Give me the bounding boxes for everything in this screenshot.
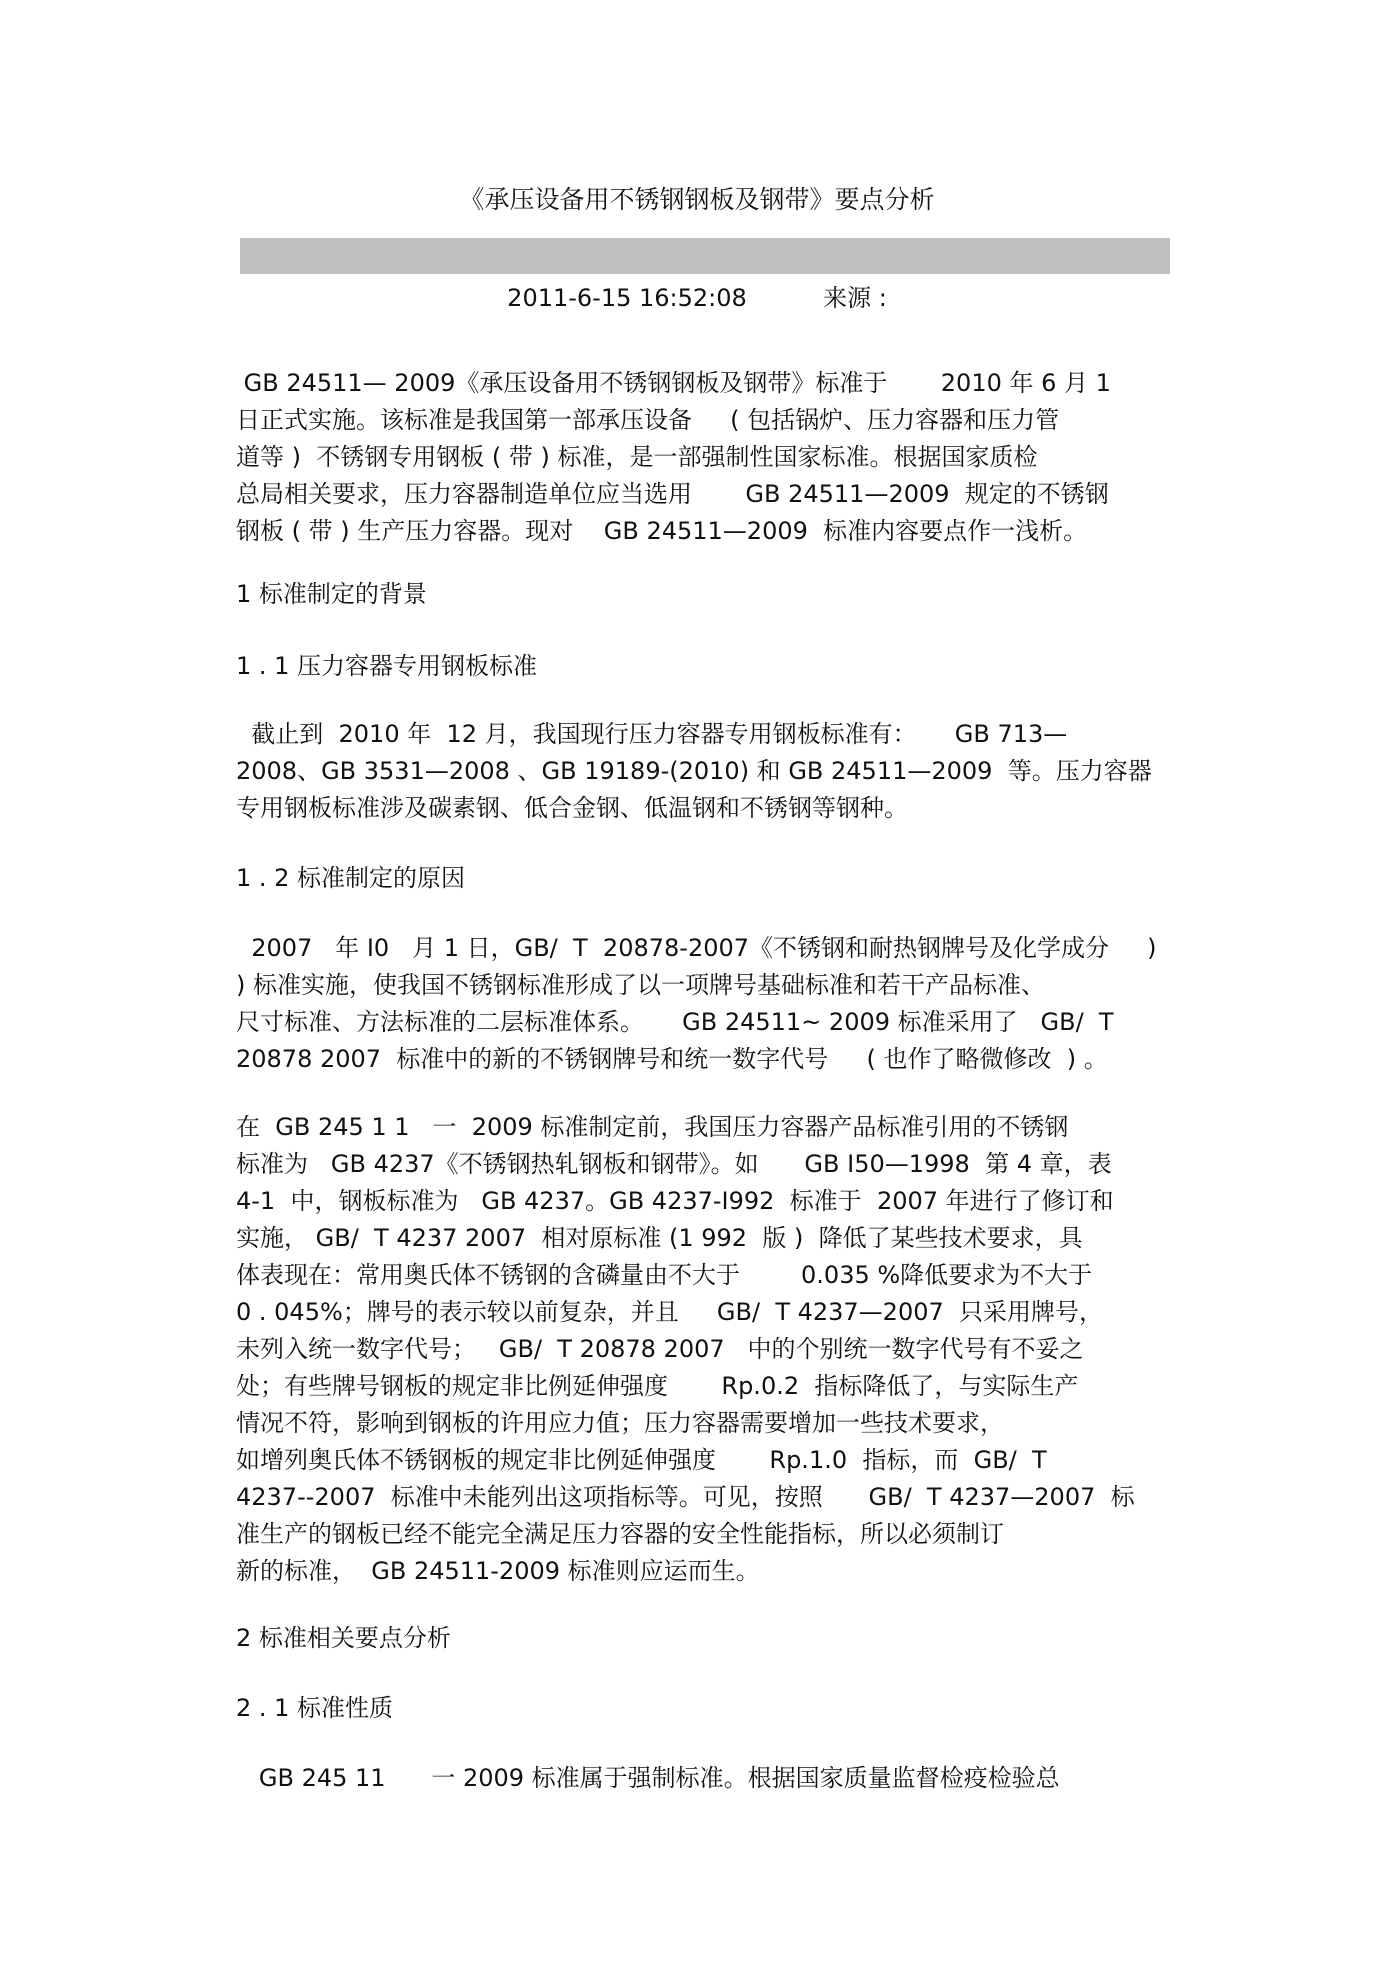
paragraph-line: 标准为 GB 4237《不锈钢热轧钢板和钢带》。如 GB I50—1998 第 4 章，表 — [236, 1150, 1112, 1178]
paragraph-line: 日正式实施。该标准是我国第一部承压设备 ( 包括锅炉、压力容器和压力管 — [236, 406, 1060, 434]
paragraph-line: 体表现在：常用奥氏体不锈钢的含磷量由不大于 0.035 %降低要求为不大于 — [236, 1261, 1093, 1289]
paragraph-line: 专用钢板标准涉及碳素钢、低合金钢、低温钢和不锈钢等钢种。 — [236, 794, 908, 822]
paragraph-line: 2008、GB 3531—2008 、GB 19189-(2010) 和 GB 24511—2009 等。压力容器 — [236, 757, 1152, 785]
paragraph-line: 2007 年 I0 月 1 日，GB/ T 20878-2007《不锈钢和耐热钢牌号及化学成分 ) — [236, 934, 1157, 962]
paragraph-line: 未列入统一数字代号； GB/ T 20878 2007 中的个别统一数字代号有不妥之 — [236, 1335, 1084, 1363]
intro-paragraph — [236, 365, 1196, 550]
paragraph-line: 20878 2007 标准中的新的不锈钢牌号和统一数字代号 ( 也作了略微修改 ) 。 — [236, 1045, 1108, 1073]
paragraph-line: 尺寸标准、方法标准的二层标准体系。 GB 24511~ 2009 标准采用了 GB/ T — [236, 1008, 1114, 1036]
paragraph-1-2 — [236, 930, 1196, 1078]
paragraph-line: 4237--2007 标准中未能列出这项指标等。可见，按照 GB/ T 4237—2007 标 — [236, 1483, 1135, 1511]
publish-dateline: 2011-6-15 16:52:08 来源 : — [507, 284, 887, 312]
paragraph-line: 新的标准， GB 24511-2009 标准则应运而生。 — [236, 1557, 760, 1585]
paragraph-line: 实施， GB/ T 4237 2007 相对原标准 (1 992 版 ) 降低了某些技术要求，具 — [236, 1224, 1083, 1252]
paragraph-1-1 — [236, 716, 1196, 827]
paragraph-line: 总局相关要求，压力容器制造单位应当选用 GB 24511—2009 规定的不锈钢 — [236, 480, 1109, 508]
document-title: 《承压设备用不锈钢钢板及钢带》要点分析 — [459, 185, 935, 214]
paragraph-line: 如增列奥氏体不锈钢板的规定非比例延伸强度 Rp.1.0 指标，而 GB/ T — [236, 1446, 1047, 1474]
paragraph-line: ) 标准实施，使我国不锈钢标准形成了以一项牌号基础标准和若干产品标准、 — [236, 971, 1045, 999]
paragraph-line: 0 . 045%；牌号的表示较以前复杂，并且 GB/ T 4237—2007 只采用牌号， — [236, 1298, 1104, 1326]
paragraph-line: 截止到 2010 年 12 月，我国现行压力容器专用钢板标准有： GB 713— — [236, 720, 1068, 748]
subsection-heading-1-1: 1 . 1 压力容器专用钢板标准 — [236, 652, 538, 680]
paragraph-2-1 — [236, 1760, 1196, 1797]
subsection-heading-2-1: 2 . 1 标准性质 — [236, 1694, 394, 1722]
paragraph-line: 准生产的钢板已经不能完全满足压力容器的安全性能指标，所以必须制订 — [236, 1520, 1004, 1548]
section-heading-2: 2 标准相关要点分析 — [236, 1624, 451, 1652]
paragraph-line: 情况不符，影响到钢板的许用应力值；压力容器需要增加一些技术要求， — [236, 1409, 1004, 1437]
paragraph-line: 处；有些牌号钢板的规定非比例延伸强度 Rp.0.2 指标降低了，与实际生产 — [236, 1372, 1079, 1400]
paragraph-line: 4-1 中，钢板标准为 GB 4237。GB 4237-I992 标准于 2007 年进行了修订和 — [236, 1187, 1114, 1215]
paragraph-line: 钢板 ( 带 ) 生产压力容器。现对 GB 24511—2009 标准内容要点作一浅析。 — [236, 517, 1088, 545]
paragraph-line: GB 24511— 2009《承压设备用不锈钢钢板及钢带》标准于 2010 年 6 月 1 — [236, 369, 1111, 397]
subsection-heading-1-2: 1 . 2 标准制定的原因 — [236, 864, 466, 892]
paragraph-line: 道等 ) 不锈钢专用钢板 ( 带 ) 标准，是一部强制性国家标准。根据国家质检 — [236, 443, 1038, 471]
paragraph-line: GB 245 11 一 2009 标准属于强制标准。根据国家质量监督检疫检验总 — [236, 1764, 1060, 1792]
section-heading-1: 1 标准制定的背景 — [236, 580, 427, 608]
paragraph-1-2-continued — [236, 1109, 1196, 1590]
title-divider-bar — [240, 238, 1170, 274]
paragraph-line: 在 GB 245 1 1 一 2009 标准制定前，我国压力容器产品标准引用的不锈钢 — [236, 1113, 1069, 1141]
